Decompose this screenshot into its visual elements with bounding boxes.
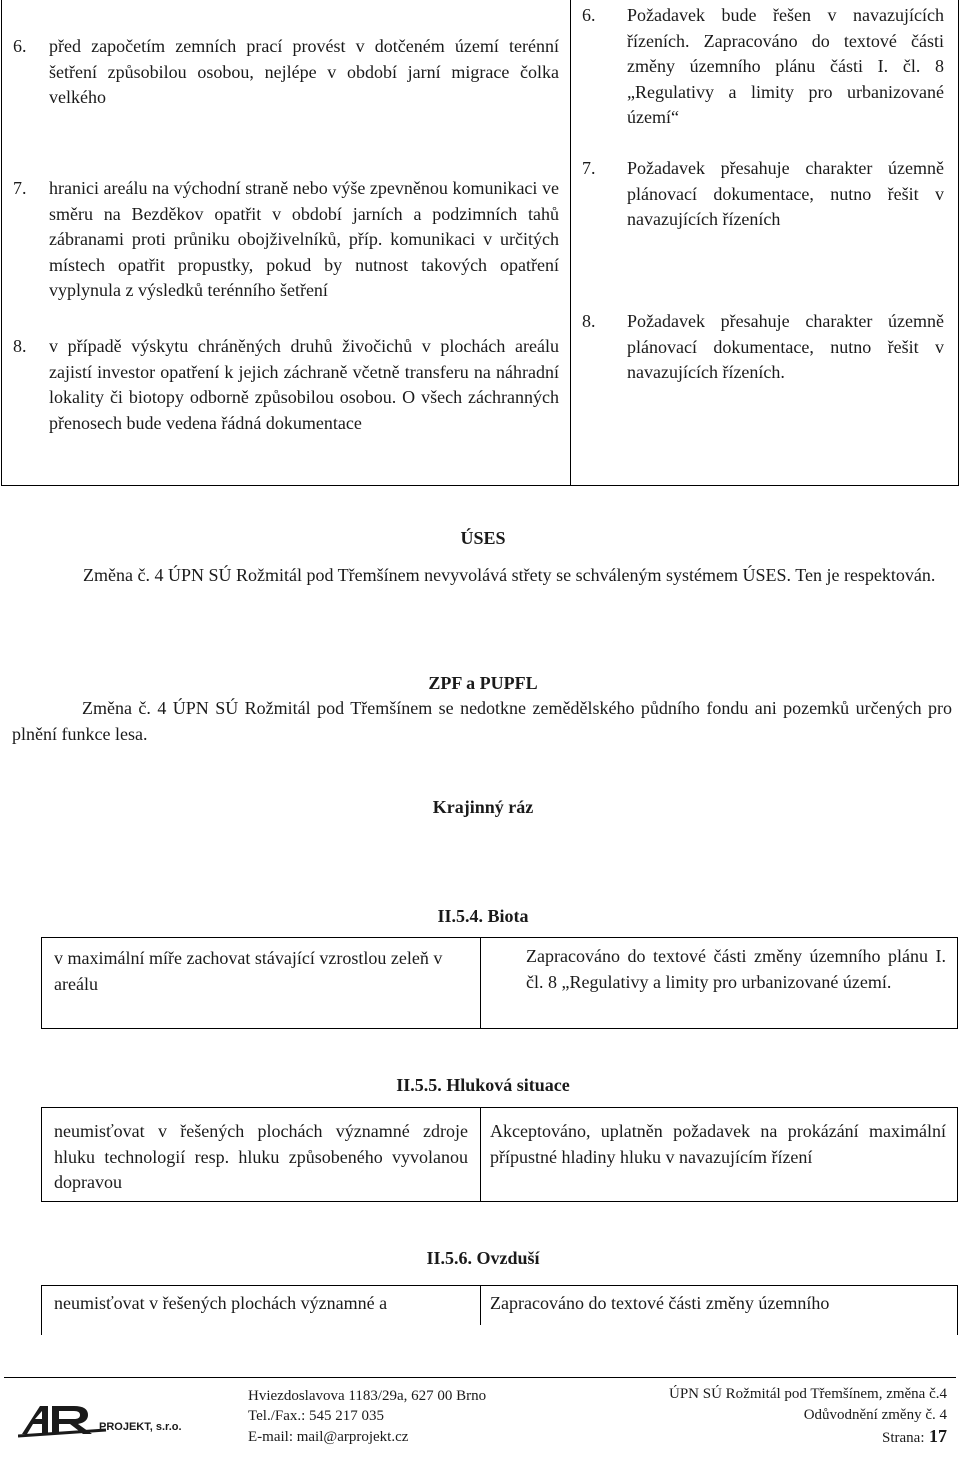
footer-doc-title: ÚPN SÚ Rožmitál pod Třemšínem, změna č.4 xyxy=(668,1386,947,1402)
ovzdusi-response-cell: Zapracováno do textové části změny územního xyxy=(490,1293,830,1313)
company-logo xyxy=(18,1400,218,1445)
list-item-number: 7. xyxy=(13,178,27,198)
hluk-response-cell: Akceptováno, uplatněn požadavek na prokázání maximální přípustné hladiny hluku v navazujícím řízení xyxy=(490,1121,946,1167)
ovzdusi-requirement-cell: neumisťovat v řešených plochách významné a xyxy=(54,1293,388,1313)
section-heading-biota: II.5.4. Biota xyxy=(437,906,529,926)
company-logo-text: PROJEKT, s.r.o. xyxy=(99,1421,182,1433)
hluk-requirement-cell: neumisťovat v řešených plochách významné zdroje hluku technologií resp. hluku způsobeného vyvolanou dopravou xyxy=(54,1121,468,1192)
list-item-number: 7. xyxy=(582,158,596,178)
top-table-divider xyxy=(570,0,571,486)
list-item xyxy=(13,176,559,304)
list-item-text: hranici areálu na východní straně nebo výše zpevněnou komunikaci ve směru na Bezděkov opatřit v období jarních a podzimních tahů zábranami proti průniku obojživelníků, příp. komunikaci v určitých místech opatřit propustky, pokud by nutnost takových opatření vyplynula z výsledků terénního šetření xyxy=(49,178,559,300)
footer-page-indicator xyxy=(882,1424,947,1450)
section-heading-uses: ÚSES xyxy=(460,528,506,548)
footer-rule xyxy=(4,1377,956,1378)
ovzdusi-table-divider xyxy=(480,1285,481,1325)
section-heading-krajinny-raz: Krajinný ráz xyxy=(432,797,534,817)
list-item xyxy=(13,34,559,111)
biota-response-cell: Zapracováno do textové části změny územního plánu I. čl. 8 „Regulativy a limity pro urbanizované území. xyxy=(526,946,946,992)
section-heading-ovzdusi: II.5.6. Ovzduší xyxy=(426,1248,540,1268)
list-item xyxy=(582,156,944,233)
list-item-text: Požadavek přesahuje charakter územně plánovací dokumentace, nutno řešit v navazujících řízeních. xyxy=(627,311,944,382)
biota-requirement-cell: v maximální míře zachovat stávající vzrostlou zeleň v areálu xyxy=(54,948,443,994)
list-item-text: před započetím zemních prací provést v dotčeném území terénní šetření způsobilou osobou, nejlépe v období jarní migrace čolka velkého xyxy=(49,36,559,107)
footer-doc-subtitle: Odůvodnění změny č. 4 xyxy=(803,1407,947,1423)
ar-logo-icon xyxy=(18,1400,108,1438)
footer-phone: Tel./Fax.: 545 217 035 xyxy=(248,1408,385,1424)
hluk-table-divider xyxy=(480,1107,481,1202)
list-item xyxy=(13,334,559,436)
footer-page-label: Strana: xyxy=(882,1430,925,1446)
list-item xyxy=(582,309,944,386)
list-item-number: 8. xyxy=(13,336,27,356)
list-item-number: 6. xyxy=(582,5,596,25)
biota-table-divider xyxy=(480,937,481,1029)
footer-address: Hviezdoslavova 1183/29a, 627 00 Brno xyxy=(248,1388,487,1404)
list-item-text: Požadavek přesahuje charakter územně plánovací dokumentace, nutno řešit v navazujících řízeních xyxy=(627,158,944,229)
section-text-zpf: Změna č. 4 ÚPN SÚ Rožmitál pod Třemšínem se nedotkne zemědělského půdního fondu ani pozemků určených pro plnění funkce lesa. xyxy=(12,698,952,744)
section-heading-zpf: ZPF a PUPFL xyxy=(428,673,538,693)
footer-page-number: 17 xyxy=(929,1426,947,1446)
section-text-uses: Změna č. 4 ÚPN SÚ Rožmitál pod Třemšínem nevyvolává střety se schváleným systémem ÚSES. Ten je respektován. xyxy=(83,565,936,585)
list-item-text: v případě výskytu chráněných druhů živočichů v plochách areálu zajistí investor opatření k jejich záchraně včetně transferu na náhradní lokality či biotopy odborně způsobilou osobou. O všech záchranných přenosech bude vedena řádná dokumentace xyxy=(49,336,559,433)
list-item-number: 6. xyxy=(13,36,27,56)
list-item xyxy=(582,3,944,131)
section-heading-hluk: II.5.5. Hluková situace xyxy=(396,1075,570,1095)
list-item-number: 8. xyxy=(582,311,596,331)
list-item-text: Požadavek bude řešen v navazujících řízeních. Zapracováno do textové části změny územního plánu části I. čl. 8 „Regulativy a limity pro urbanizované území“ xyxy=(627,5,944,127)
footer-email: E-mail: mail@arprojekt.cz xyxy=(248,1429,409,1445)
